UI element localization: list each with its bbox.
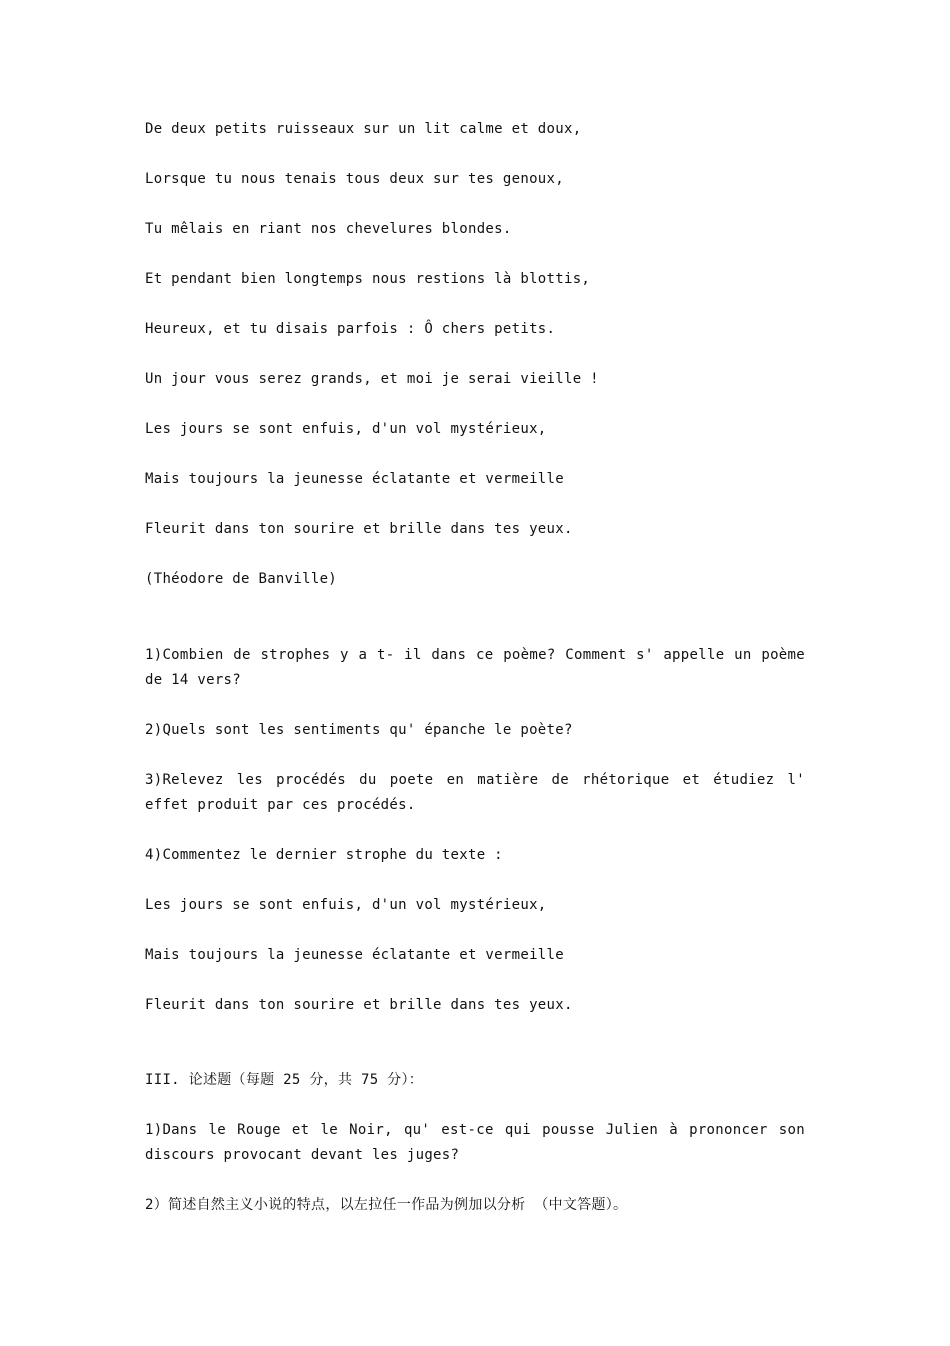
poem-line-4: Et pendant bien longtemps nous restions là blottis, [145,271,591,287]
poem-line-2: Lorsque tu nous tenais tous deux sur tes genoux, [145,171,564,187]
essay-question-1: 1)Dans le Rouge et le Noir, qu' est-ce qui pousse Julien à prononcer son discours provocant devant les juges? [145,1122,805,1163]
section-3-heading: III. 论述题（每题 25 分，共 75 分）： [145,1072,424,1088]
question-3: 3)Relevez les procédés du poete en matière de rhétorique et étudiez l' effet produit par ces procédés. [145,772,805,813]
question-4: 4)Commentez le dernier strophe du texte : [145,847,503,863]
quoted-line-3: Fleurit dans ton sourire et brille dans tes yeux. [145,997,573,1013]
poem-line-3: Tu mêlais en riant nos chevelures blondes. [145,221,512,237]
essay-question-2: 2）简述自然主义小说的特点，以左拉任一作品为例加以分析 （中文答题）。 [145,1197,628,1213]
poem-line-6: Un jour vous serez grands, et moi je serai vieille ! [145,371,599,387]
question-1: 1)Combien de strophes y a t- il dans ce poème? Comment s' appelle un poème de 14 vers? [145,647,805,688]
quoted-line-1: Les jours se sont enfuis, d'un vol mystérieux, [145,897,547,913]
poem-line-1: De deux petits ruisseaux sur un lit calme et doux, [145,121,582,137]
quoted-line-2: Mais toujours la jeunesse éclatante et vermeille [145,947,564,963]
poem-line-7: Les jours se sont enfuis, d'un vol mystérieux, [145,421,547,437]
poem-line-8: Mais toujours la jeunesse éclatante et vermeille [145,471,564,487]
document-page [145,0,805,1346]
poem-line-5: Heureux, et tu disais parfois : Ô chers petits. [145,321,556,337]
question-2: 2)Quels sont les sentiments qu' épanche le poète? [145,722,573,738]
poem-line-9: Fleurit dans ton sourire et brille dans tes yeux. [145,521,573,537]
poem-author: (Théodore de Banville) [145,571,338,587]
